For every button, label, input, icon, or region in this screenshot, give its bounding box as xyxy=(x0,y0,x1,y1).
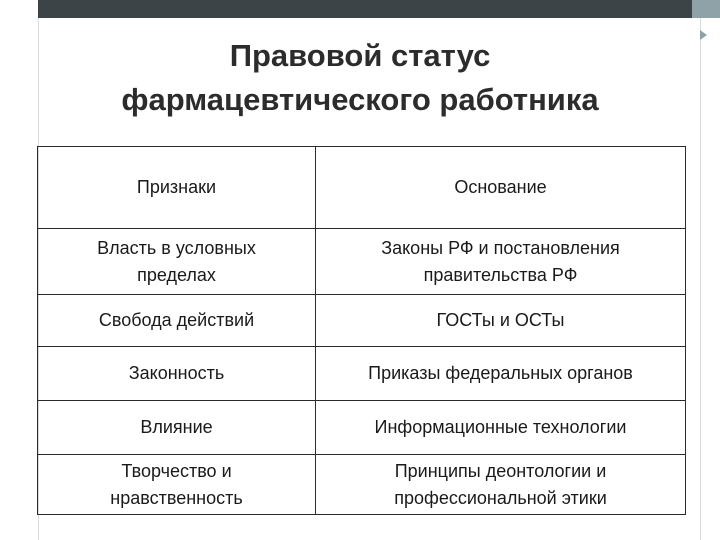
table-row xyxy=(38,401,686,455)
right-decor-rule xyxy=(700,18,701,540)
feature-cell: Творчество и нравственность xyxy=(38,455,316,515)
table-row xyxy=(38,347,686,401)
triangle-marker-icon xyxy=(700,30,707,40)
basis-cell: Принципы деонтологии и профессиональной этики xyxy=(316,455,686,515)
table-header-row xyxy=(38,147,686,229)
slide-title xyxy=(40,34,680,122)
basis-cell: ГОСТы и ОСТы xyxy=(316,295,686,347)
basis-cell: Приказы федеральных органов xyxy=(316,347,686,401)
status-table xyxy=(37,146,686,515)
feature-cell: Власть в условных пределах xyxy=(38,229,316,295)
feature-cell: Законность xyxy=(38,347,316,401)
top-decor-bar xyxy=(38,0,720,18)
header-cell-basis: Основание xyxy=(316,147,686,229)
feature-cell: Влияние xyxy=(38,401,316,455)
header-cell-features: Признаки xyxy=(38,147,316,229)
basis-cell: Законы РФ и постановления правительства РФ xyxy=(316,229,686,295)
slide-title-line2: фармацевтического работника xyxy=(121,82,599,117)
top-decor-accent xyxy=(692,0,720,18)
table-row xyxy=(38,455,686,515)
table-row xyxy=(38,229,686,295)
feature-cell: Свобода действий xyxy=(38,295,316,347)
basis-cell: Информационные технологии xyxy=(316,401,686,455)
slide-title-line1: Правовой статус xyxy=(229,38,491,73)
table-row xyxy=(38,295,686,347)
